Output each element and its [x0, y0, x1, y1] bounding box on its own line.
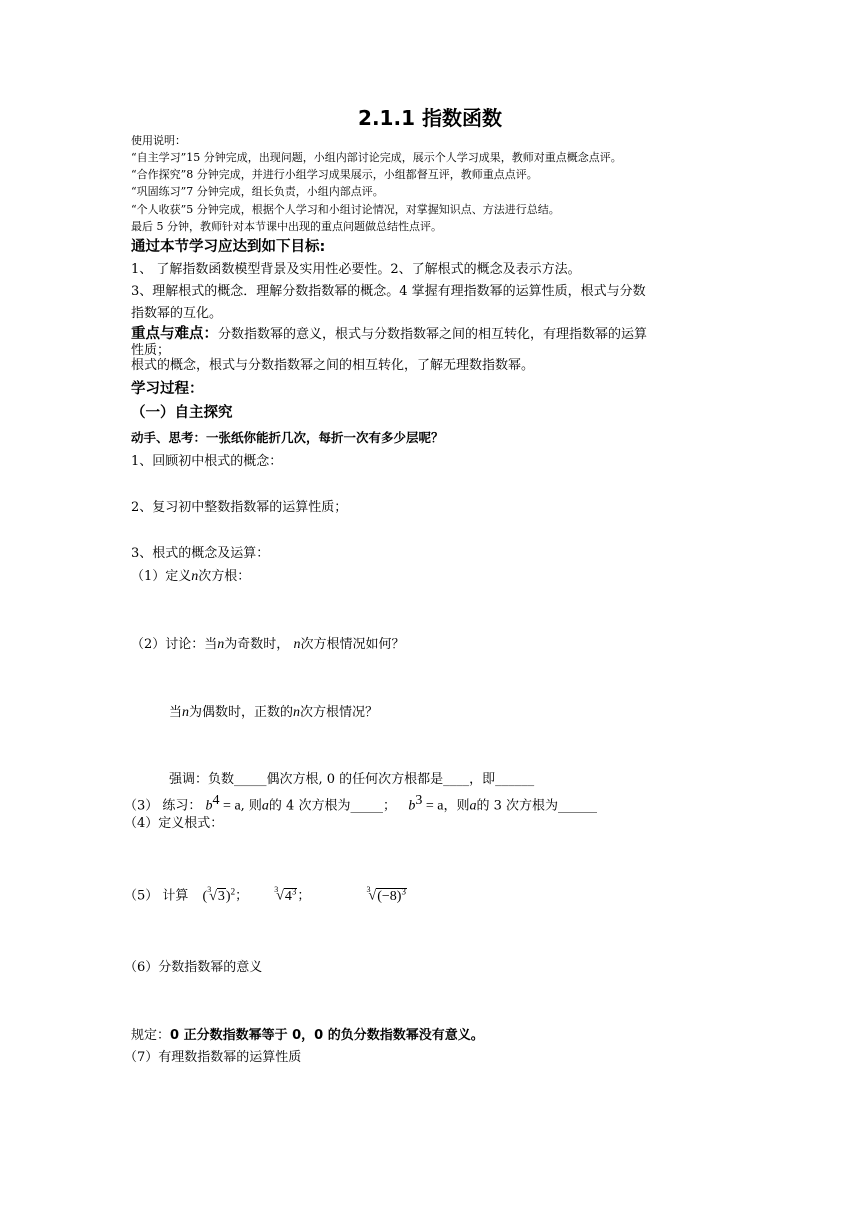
- variable-n: n: [217, 637, 225, 652]
- hands-on-prompt: 动手、思考：一张纸你能折几次，每折一次有多少层呢？: [131, 430, 444, 445]
- root-index: 3: [274, 884, 279, 894]
- goals-line: 3、理解根式的概念．理解分数指数幂的概念。4 掌握有理指数幂的运算性质，根式与分数: [131, 284, 646, 299]
- question-3-5: （5） 计算 $(^3√3)^2$； $^3√4^3$； $^3√(-8)^3$: [124, 884, 406, 904]
- even-case-question: [169, 704, 378, 722]
- page-title: 2.1.1 指数函数: [358, 106, 502, 130]
- usage-line: “个人收获”5 分钟完成，根据个人学习和小组讨论情况，对掌握知识点、方法进行总结。: [131, 203, 560, 216]
- section-heading: （一）自主探究: [131, 405, 233, 421]
- rule-label: 规定：: [131, 1028, 171, 1043]
- exponent: 3: [291, 886, 297, 896]
- calc-expression-2: $^3√4^3$: [274, 884, 297, 904]
- rule-line: [131, 1028, 484, 1044]
- text: 当: [169, 705, 183, 720]
- question-1: 1、回顾初中根式的概念：: [131, 454, 283, 469]
- text: 次方根情况？: [300, 705, 379, 720]
- question-3-6: （6）分数指数幂的意义: [124, 960, 263, 975]
- variable-a: a: [261, 798, 269, 814]
- radicand: 3: [217, 888, 225, 904]
- exponent: 2: [230, 886, 236, 896]
- variable-a: a: [469, 798, 477, 814]
- question-3-1: [131, 568, 250, 586]
- text: （2）讨论：当: [131, 637, 218, 652]
- question-3-3: [124, 792, 597, 815]
- exponent: 4: [212, 793, 220, 808]
- key-points-label: 重点与难点：: [131, 326, 218, 342]
- exponent: 3: [415, 793, 423, 808]
- text: ，则: [443, 798, 470, 814]
- calc-expression-1: $(^3√3)^2$: [202, 884, 236, 904]
- question-3-4: （4）定义根式：: [124, 816, 224, 831]
- key-points-line: 性质；: [131, 343, 171, 358]
- text: 为偶数时，正数的: [189, 705, 294, 720]
- text: （3） 练习：: [124, 798, 202, 814]
- usage-line: 最后 5 分钟，教师针对本节课中出现的重点问题做总结性点评。: [131, 220, 442, 233]
- key-points-line: 根式的概念，根式与分数指数幂之间的相互转化，了解无理数指数幂。: [131, 358, 535, 373]
- question-3-7: （7）有理数指数幂的运算性质: [124, 1050, 302, 1065]
- goals-heading: 通过本节学习应达到如下目标:: [131, 239, 326, 255]
- calc-expression-3: $^3√(-8)^3$: [366, 884, 406, 904]
- radicand: (−8): [377, 888, 402, 904]
- question-2: 2、复习初中整数指数幂的运算性质；: [131, 500, 348, 515]
- text: （5） 计算: [124, 888, 189, 904]
- equation-rhs: = a: [219, 798, 241, 814]
- radicand-group: [284, 888, 298, 904]
- process-heading: 学习过程：: [131, 381, 204, 397]
- text: , 则: [240, 798, 262, 814]
- text: 的 4 次方根为_____；: [268, 798, 396, 814]
- question-3-2: [131, 636, 404, 654]
- radicand: 4: [284, 888, 292, 904]
- text: 次方根：: [198, 569, 251, 584]
- key-points-line: [131, 325, 647, 343]
- equation-rhs: = a: [422, 798, 444, 814]
- usage-line: “自主学习”15 分钟完成，出现问题，小组内部讨论完成，展示个人学习成果，教师对重点概念点评。: [131, 151, 622, 164]
- rule-text: 0 正分数指数幂等于 0，0 的负分数指数幂没有意义。: [170, 1028, 484, 1043]
- variable-n: n: [293, 705, 301, 720]
- usage-line: “巩固练习”7 分钟完成，组长负责，小组内部点评。: [131, 185, 384, 198]
- text: 次方根情况如何？: [300, 637, 405, 652]
- exponent: 3: [401, 886, 406, 896]
- variable-n: n: [191, 569, 199, 584]
- usage-line: “合作探究”8 分钟完成，并进行小组学习成果展示，小组都督互评，教师重点点评。: [131, 168, 538, 181]
- variable-b: b: [205, 798, 213, 814]
- usage-heading: 使用说明：: [131, 134, 186, 147]
- text: （1）定义: [131, 569, 192, 584]
- text: 为奇数时，: [224, 637, 290, 652]
- variable-n: n: [293, 637, 301, 652]
- goals-line: 指数幂的互化。: [131, 306, 223, 321]
- variable-n: n: [182, 705, 190, 720]
- question-3: 3、根式的概念及运算：: [131, 546, 270, 561]
- goals-line: 1、 了解指数函数模型背景及实用性必要性。2、了解根式的概念及表示方法。: [131, 262, 581, 277]
- emphasis-line: 强调：负数_____偶次方根, 0 的任何次方根都是____，即______: [169, 772, 535, 787]
- radicand-group: [376, 888, 407, 904]
- text: 的 3 次方根为______: [476, 798, 598, 814]
- root-index: 3: [366, 884, 371, 894]
- variable-b: b: [408, 798, 416, 814]
- root-index: 3: [207, 884, 212, 894]
- key-points-text: 分数指数幂的意义，根式与分数指数幂之间的相互转化，有理指数幂的运算: [218, 327, 648, 342]
